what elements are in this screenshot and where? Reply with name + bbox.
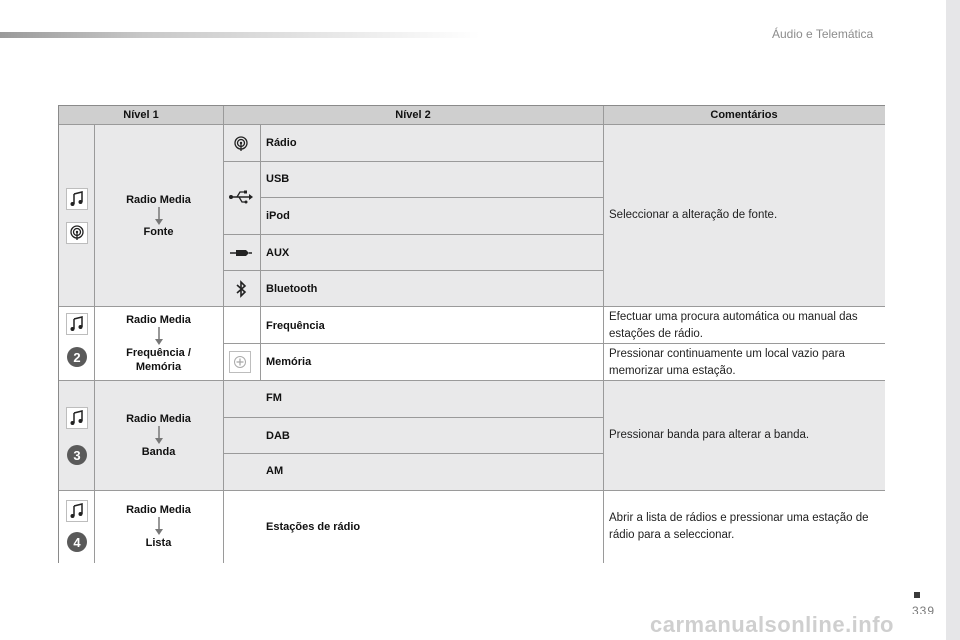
divider (223, 343, 885, 344)
watermark: carmanualsonline.info (650, 612, 894, 637)
aux-icon (227, 242, 255, 264)
divider (603, 106, 604, 563)
arrow-down-icon (154, 517, 164, 537)
level1-lista-top: Radio Media (126, 504, 191, 516)
music-note-icon (66, 500, 88, 522)
level2-frequencia: Frequência (266, 320, 325, 332)
music-note-icon (66, 313, 88, 335)
section-title: Áudio e Telemática (772, 27, 874, 41)
divider (223, 270, 603, 271)
level1-banda-bottom: Banda (141, 446, 176, 458)
divider (223, 417, 603, 418)
level2-aux: AUX (266, 247, 290, 259)
divider (59, 306, 885, 307)
level2-radio: Rádio (266, 137, 297, 149)
step-badge: 3 (67, 445, 87, 465)
divider (223, 106, 224, 563)
page-marker (914, 592, 920, 598)
comment-lista: Abrir a lista de rádios e pressionar uma estação de rádio para a seleccionar. (609, 512, 869, 541)
bluetooth-icon (229, 278, 253, 300)
level1-fonte-bottom: Fonte (143, 226, 174, 238)
radio-icon (66, 222, 88, 244)
arrow-down-icon (154, 207, 164, 227)
level1-banda-top: Radio Media (126, 413, 191, 425)
arrow-down-icon (154, 327, 164, 347)
arrow-down-icon (154, 426, 164, 446)
radio-icon (229, 133, 253, 155)
level1-frequencia-top: Radio Media (126, 314, 191, 326)
divider (59, 380, 885, 381)
comment-banda: Pressionar banda para alterar a banda. (609, 429, 810, 441)
divider (94, 124, 95, 563)
level1-lista-bottom: Lista (145, 537, 172, 549)
level2-am: AM (266, 465, 284, 477)
divider (223, 453, 603, 454)
music-note-icon (66, 188, 88, 210)
divider (223, 161, 603, 162)
header-level1: Nível 1 (59, 106, 223, 124)
level2-memoria: Memória (266, 356, 312, 368)
level2-ipod: iPod (266, 210, 290, 222)
header-level2: Nível 2 (223, 106, 603, 124)
level2-dab: DAB (266, 430, 290, 442)
page-number: 339 (912, 604, 936, 614)
level2-fm: FM (266, 392, 282, 404)
level2-bluetooth: Bluetooth (266, 283, 318, 295)
divider (260, 124, 261, 380)
step-badge: 4 (67, 532, 87, 552)
level1-frequencia-bottom: Frequência / Memória (126, 347, 191, 373)
header-decoration-bar (0, 32, 480, 38)
divider (59, 124, 885, 125)
menu-table (58, 105, 885, 563)
memory-icon (229, 351, 251, 373)
comment-fonte: Seleccionar a alteração de fonte. (609, 209, 778, 221)
page-edge-strip (946, 0, 960, 640)
step-badge: 2 (67, 347, 87, 367)
comment-memoria: Pressionar continuamente um local vazio para memorizar uma estação. (609, 348, 845, 377)
header-comments: Comentários (603, 106, 885, 124)
divider (223, 234, 603, 235)
divider (59, 490, 885, 491)
usb-icon (227, 186, 255, 208)
divider (260, 197, 603, 198)
level2-estacoes: Estações de rádio (266, 521, 361, 533)
comment-frequencia: Efectuar uma procura automática ou manual das estações de rádio. (609, 311, 858, 340)
level2-usb: USB (266, 173, 290, 185)
level1-fonte-top: Radio Media (126, 194, 191, 206)
music-note-icon (66, 407, 88, 429)
